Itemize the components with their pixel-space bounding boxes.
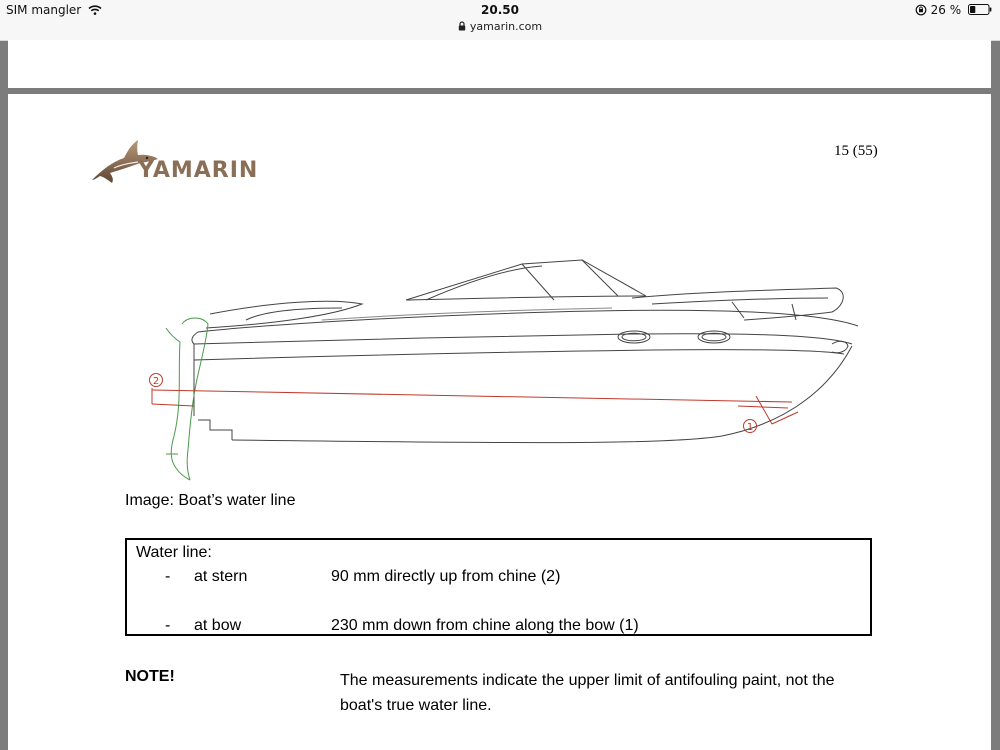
url-text: yamarin.com xyxy=(469,20,543,33)
battery-indicator xyxy=(915,3,992,17)
carrier-label: SIM mangler xyxy=(6,3,82,17)
boat-waterline-drawing xyxy=(132,254,872,484)
lock-icon xyxy=(458,21,466,31)
note-text: The measurements indicate the upper limit of antifouling paint, not the boat's true water line. xyxy=(340,672,835,714)
waterline-row-bow xyxy=(127,617,870,637)
callout-1: 1 xyxy=(746,422,754,433)
document-page xyxy=(8,94,991,750)
battery-percent: 26 % xyxy=(930,3,962,17)
status-bar xyxy=(0,0,1000,41)
list-dash: - xyxy=(165,617,171,634)
row-value: 230 mm down from chine along the bow (1) xyxy=(331,617,639,634)
row-label: at bow xyxy=(194,617,242,634)
list-dash: - xyxy=(165,568,171,585)
brand-wordmark: YAMARIN xyxy=(138,158,259,183)
yamarin-logo xyxy=(90,136,280,188)
row-value: 90 mm directly up from chine (2) xyxy=(331,568,561,585)
battery-icon xyxy=(968,4,992,15)
rotation-lock-icon xyxy=(915,4,927,16)
row-label: at stern xyxy=(194,568,248,585)
address-bar[interactable] xyxy=(0,20,1000,33)
waterline-title: Water line: xyxy=(136,544,212,561)
previous-page xyxy=(8,40,991,88)
image-caption: Image: Boat’s water line xyxy=(125,492,296,509)
note-label: NOTE! xyxy=(125,668,175,685)
page-number: 15 (55) xyxy=(834,143,878,159)
callout-2: 2 xyxy=(152,376,160,387)
waterline-table xyxy=(125,538,872,636)
status-time: 20.50 xyxy=(481,3,519,17)
waterline-row-stern xyxy=(127,568,870,588)
